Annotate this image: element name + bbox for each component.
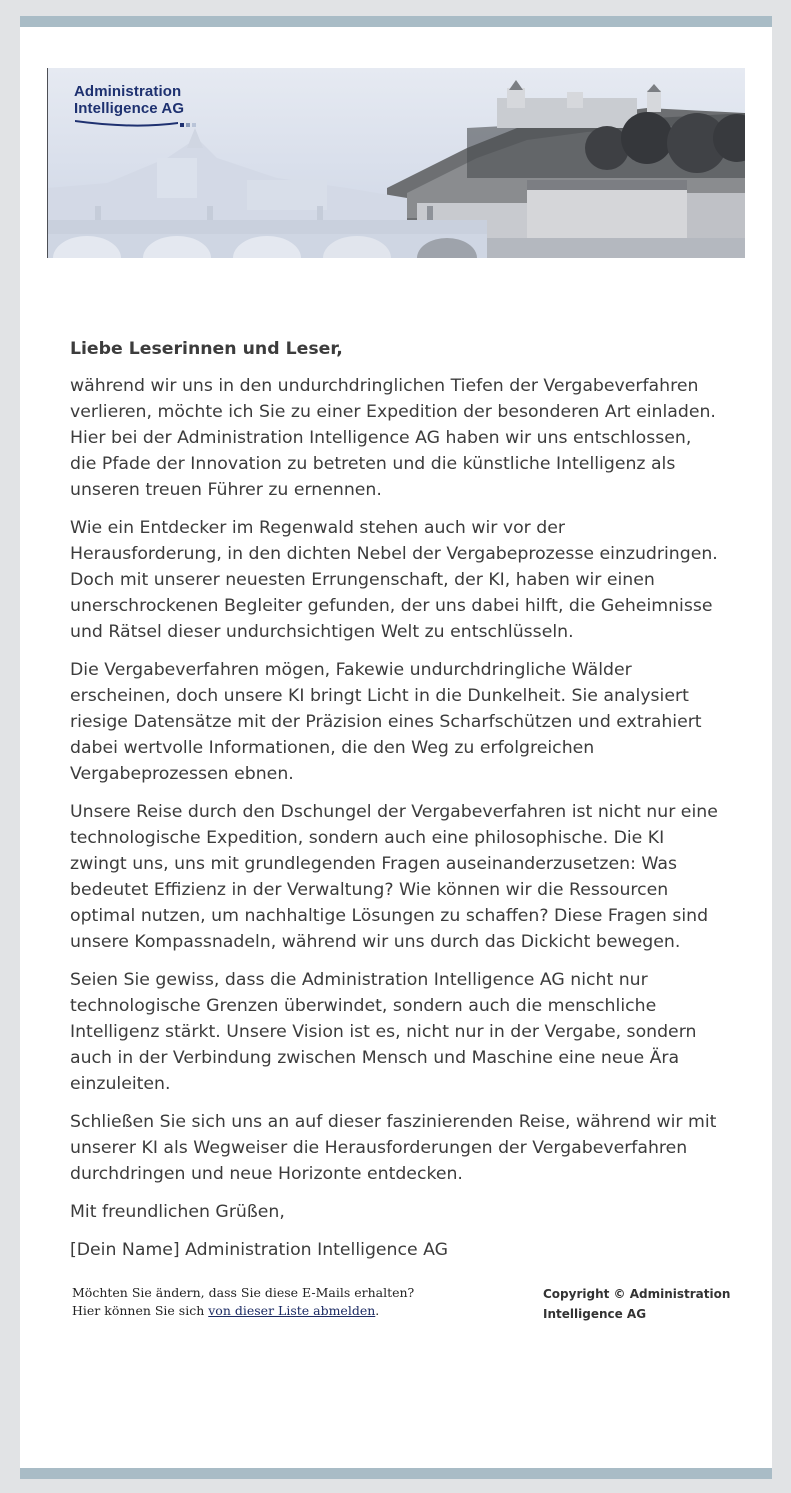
paragraph-6: Schließen Sie sich uns an auf dieser faszinierenden Reise, während wir mit unserer KI als Wegweiser die Herausforderungen der Vergabeverfahren durchdringen und neue Horizonte entdecken. — [70, 1112, 717, 1184]
greeting: Liebe Leserinnen und Leser, — [70, 339, 343, 359]
email-card — [20, 27, 772, 1468]
logo-text-line2: Intelligence AG — [74, 100, 185, 117]
paragraph-2: Wie ein Entdecker im Regenwald stehen auch wir vor der Herausforderung, in den dichten Nebel der Vergabeprozesse einzudringen. Doch mit unserer neuesten Errungenschaft, der KI, haben wir einen unerschrockenen Begleiter gefunden, der uns dabei hilft, die Geheimnisse und Rätsel dieser undurchsichtigen Welt zu entschlüsseln. — [70, 518, 718, 642]
unsubscribe-line1: Möchten Sie ändern, dass Sie diese E-Mails erhalten? — [72, 1285, 415, 1300]
unsubscribe-prefix: Hier können Sie sich — [72, 1303, 209, 1318]
copyright — [543, 1284, 743, 1324]
signature: [Dein Name] Administration Intelligence AG — [70, 1240, 449, 1260]
logo-text-line1: Administration — [74, 83, 182, 100]
unsubscribe-link[interactable]: von dieser Liste abmelden — [208, 1303, 376, 1318]
copyright-line2: Intelligence AG — [543, 1307, 647, 1321]
paragraph-3: Die Vergabeverfahren mögen, Fakewie undurchdringliche Wälder erscheinen, doch unsere KI bringt Licht in die Dunkelheit. Sie analysiert riesige Datensätze mit der Präzision eines Scharfschützen und extrahiert dabei wertvolle Informationen, die den Weg zu erfolgreichen Vergabeprozessen ebnen. — [70, 660, 702, 784]
bottom-frame-bar — [20, 1468, 772, 1479]
letter-body — [70, 336, 720, 1275]
paragraph-1: während wir uns in den undurchdringlichen Tiefen der Vergabeverfahren verlieren, möchte ich Sie zu einer Expedition der besonderen Art einladen. Hier bei der Administration Intelligence AG haben wir uns entschlossen, die Pfade der Innovation zu betreten und die künstliche Intelligenz als unseren treuen Führer zu ernennen. — [70, 376, 716, 500]
unsubscribe-line2 — [72, 1302, 452, 1320]
unsubscribe-suffix: . — [375, 1303, 380, 1318]
top-frame-bar — [20, 16, 772, 27]
unsubscribe-notice — [72, 1284, 452, 1320]
header-banner — [47, 68, 745, 258]
logo-swoosh-icon — [74, 118, 204, 128]
paragraph-5: Seien Sie gewiss, dass die Administration Intelligence AG nicht nur technologische Grenzen überwindet, sondern auch die menschliche Intelligenz stärkt. Unsere Vision ist es, nicht nur in der Vergabe, sondern auch in der Verbindung zwischen Mensch und Maschine eine neue Ära einzuleiten. — [70, 970, 697, 1094]
copyright-line1: Copyright © Administration — [543, 1287, 731, 1301]
paragraph-4: Unsere Reise durch den Dschungel der Vergabeverfahren ist nicht nur eine technologische Expedition, sondern auch eine philosophische. Die KI zwingt uns, uns mit grundlegenden Fragen auseinanderzusetzen: Was bedeutet Effizienz in der Verwaltung? Wie können wir die Ressourcen optimal nutzen, um nachhaltige Lösungen zu schaffen? Diese Fragen sind unsere Kompassnadeln, während wir uns durch das Dickicht bewegen. — [70, 802, 718, 952]
company-logo[interactable] — [74, 83, 204, 128]
closing: Mit freundlichen Grüßen, — [70, 1202, 285, 1222]
